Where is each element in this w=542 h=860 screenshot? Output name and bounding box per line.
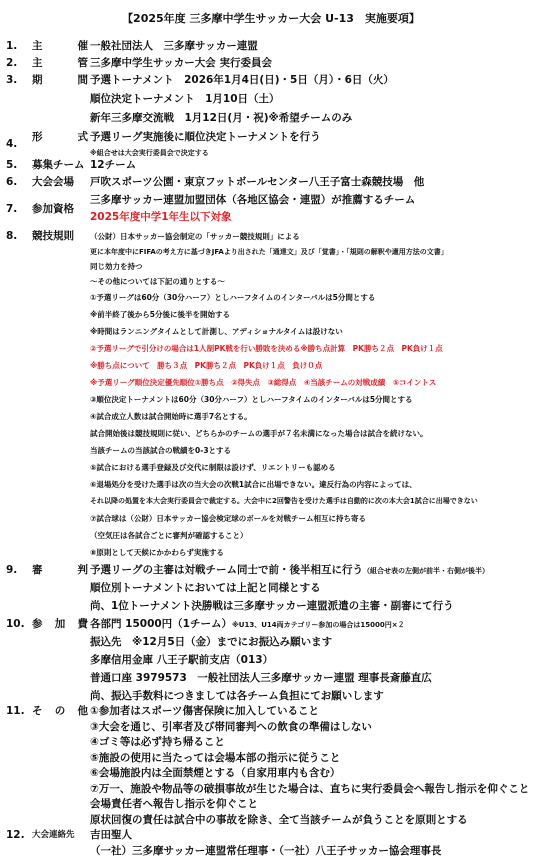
section-teams: [0, 157, 542, 174]
section-period-line: [0, 91, 542, 108]
section-line: 更に本年度中にFIFAの考え方に基づきJFAより出された「通達文」及び「覚書」・「規則の解釈や適用方法の文書」: [90, 248, 448, 256]
section-label: 期 間: [32, 74, 88, 86]
rules-line: [0, 476, 542, 493]
section-label: 大会連絡先: [32, 830, 75, 840]
referee-line: [0, 598, 542, 615]
other-line: [0, 734, 542, 751]
section-label: 競技規則: [32, 230, 74, 242]
rules-line: [0, 510, 542, 527]
section-period-line: [0, 110, 542, 127]
eligibility-highlight: 2025年度中学1年生以下対象: [90, 211, 232, 223]
section-line: ⑤施設の使用に当たっては会場本部の指示に従うこと: [90, 752, 341, 764]
section-line: 戸吹スポーツ公園・東京フットボールセンター八王子富士森競技場 他: [90, 176, 425, 188]
section-line: ①予選リーグは60分（30分ハーフ）としハーフタイムのインターバルは5分間とする: [90, 293, 376, 302]
section-line: 吉田聖人: [90, 829, 132, 841]
section-line: 予選トーナメント 2026年1月4日(日)・5日（月）・6日（火）: [90, 74, 394, 86]
section-line: ④試合成立人数は試合開始時に選手7名とする。: [90, 412, 252, 421]
section-label: 大会会場: [32, 176, 74, 188]
section-line: ⑦試合球は（公財）日本サッカー協会検定球のボールを対戦チーム相互に持ち寄る: [90, 514, 367, 523]
section-other: [0, 703, 542, 720]
section-note: ※組合せは大会実行委員会で決定する: [90, 149, 209, 157]
section-referee: [0, 562, 542, 579]
section-number: 10.: [6, 618, 25, 630]
section-label: そ の 他: [32, 705, 88, 717]
section-line: 尚、振込手数料につきましては各チーム負担にてお願いします: [90, 690, 384, 702]
section-line: ※時間はランニングタイムとして計測し、アディショナルタイムは設けない: [90, 327, 343, 336]
section-line: 多摩信用金庫 八王子駅前支店（013）: [90, 654, 274, 666]
section-line: ⑥退場処分を受けた選手は次の当大会の次戦1試合に出場できない。違反行為の内容によっては、: [90, 480, 417, 489]
section-line: 原状回復の責任は試合中の事故を除き、全て当該チームが負うことを原則とする: [90, 814, 468, 826]
section-contact: [0, 827, 542, 844]
section-eligibility-red: [0, 209, 542, 226]
rules-line: [0, 323, 542, 340]
section-line: 振込先 ※12月5日（金）までにお振込み願います: [90, 636, 333, 648]
section-line: 当該チームの当該試合の戦績を0-3とする: [90, 446, 232, 455]
section-line: 同じ効力を持つ: [90, 262, 143, 271]
other-line: [0, 796, 542, 813]
section-line: 順位別トーナメントにおいては上記と同様とする: [90, 582, 321, 594]
rules-line: [0, 306, 542, 323]
section-line: 尚、1位トーナメント決勝戦は三多摩サッカー連盟派遣の主審・副審にて行う: [90, 600, 454, 612]
section-label: 形 式: [32, 131, 88, 143]
document-title: 【2025年度 三多摩中学生サッカー大会 U-13 実施要項】: [122, 12, 420, 25]
section-line: 普通口座 3979573 一般社団法人三多摩サッカー連盟 理事長斎藤直広: [90, 672, 432, 684]
section-note: ※U13、U14両カテゴリー参加の場合は15000円×２: [232, 621, 405, 629]
section-line: ②予選リーグで引分けの場合は1人制PK戦を行い勝敗を決める※勝ち点計算 PK勝ち２点 PK負け１点: [90, 344, 443, 353]
rules-line: [0, 493, 542, 510]
section-line: ⑤試合における選手登録及び交代に制限は設けず、リエントリーも認める: [90, 463, 336, 472]
rules-line: [0, 527, 542, 544]
rules-line: [0, 425, 542, 442]
referee-line: [0, 580, 542, 597]
section-line: （公財）日本サッカー協会制定の「サッカー競技規則」による: [90, 232, 300, 241]
section-line: 順位決定トーナメント 1月10日（土）: [90, 93, 280, 105]
section-number: 12.: [6, 829, 25, 841]
section-rules: [0, 228, 542, 245]
section-manager: [0, 55, 542, 72]
rules-line: [0, 374, 542, 391]
section-line: ※勝ち点について 勝ち３点 PK勝ち２点 PK負け１点 負け０点: [90, 361, 323, 370]
section-number: 3.: [6, 74, 18, 86]
section-number: 6.: [6, 176, 18, 188]
section-number: 9.: [6, 564, 18, 576]
section-line: 三多摩中学生サッカー大会 実行委員会: [90, 57, 272, 69]
section-venue: [0, 174, 542, 191]
section-line: 各部門 15000円（1チーム）: [90, 618, 232, 630]
section-line: ⑧原則として天候にかかわらず実施する: [90, 548, 224, 557]
section-organizer: [0, 38, 542, 55]
section-line: ③順位決定トーナメントは60分（30分ハーフ）としハーフタイムのインターバルは5分間とする: [90, 395, 413, 404]
section-number: 2.: [6, 57, 18, 69]
rules-line: [0, 442, 542, 459]
section-number: 7.: [6, 203, 18, 215]
section-line: （一社）三多摩サッカー連盟常任理事・（一社）八王子サッカー協会理事長: [90, 845, 442, 857]
section-line: 新年三多摩交流戦 1月12日(月・祝)※希望チームのみ: [90, 112, 353, 124]
section-line: ④ゴミ等は必ず持ち帰ること: [90, 736, 225, 748]
section-number: 1.: [6, 40, 18, 52]
fee-line: [0, 670, 542, 687]
section-label: 参 加 費: [32, 618, 88, 630]
section-line: ③大会を通じ、引率者及び帯同審判への飲食の準備はしない: [90, 721, 372, 733]
section-number: 5.: [6, 159, 18, 171]
section-note: （組合せ表の左側が前半・右側が後半）: [363, 567, 489, 575]
section-line: ※前半終了後から5分後に後半を開始する: [90, 310, 231, 319]
rules-line: [0, 340, 542, 357]
other-line: [0, 765, 542, 782]
section-line: 予選リーグ実施後に順位決定トーナメントを行う: [90, 131, 321, 143]
section-line: 予選リーグの主審は対戦チーム同士で前・後半相互に行う: [90, 564, 363, 576]
section-label: 主 催: [32, 40, 88, 52]
section-label: 募集チーム: [32, 159, 85, 171]
section-line: （空気圧は各試合ごとに審判が確認すること）: [90, 531, 248, 540]
section-period: [0, 72, 542, 89]
rules-line: [0, 391, 542, 408]
section-number: 4.: [6, 138, 18, 150]
section-line: 会場責任者へ報告し指示を仰ぐこと: [90, 798, 258, 810]
rules-line: [0, 408, 542, 425]
rules-line: [0, 459, 542, 476]
fee-line: [0, 634, 542, 651]
section-line: それ以降の処置を本大会実行委員会で裁定する。大会中に2回警告を受けた選手は自動的に次の本大会1試合に出場できない: [90, 497, 478, 505]
contact-line: [0, 843, 542, 860]
section-line: 三多摩サッカー連盟加盟団体（各地区協会・連盟）が推薦するチーム: [90, 194, 416, 206]
section-line: ⑥会場施設内は全面禁煙とする（自家用車内も含む）: [90, 767, 341, 779]
section-fee: [0, 616, 542, 633]
section-line: 一般社団法人 三多摩サッカー連盟: [90, 40, 258, 52]
section-label: 主 管: [32, 57, 88, 69]
section-line: ⑦万一、施設や物品等の破損事故が生じた場合は、直ちに実行委員会へ報告し指示を仰ぐこと: [90, 783, 530, 795]
rules-line: [0, 289, 542, 306]
section-label: 審 判: [32, 564, 88, 576]
rules-line: [0, 544, 542, 561]
section-line: ※予選リーグ順位決定優先順位①勝ち点 ②得失点 ③総得点 ④当該チームの対戦成績 ⑤コイントス: [90, 378, 437, 387]
section-line: ～その他については下記の通りとする～: [90, 277, 225, 286]
section-line: 試合開始後は競技規則に従い、どちらかのチームの選手が７名未満になった場合は試合を続けない。: [90, 429, 428, 438]
rules-line: [0, 357, 542, 374]
section-line: ①参加者はスポーツ傷害保険に加入していること: [90, 705, 319, 717]
section-number: 11.: [6, 705, 25, 717]
fee-line: [0, 652, 542, 669]
section-number: 8.: [6, 230, 18, 242]
rules-line: [0, 273, 542, 290]
section-label: 参加資格: [32, 203, 74, 215]
section-line: 12チーム: [90, 159, 137, 171]
